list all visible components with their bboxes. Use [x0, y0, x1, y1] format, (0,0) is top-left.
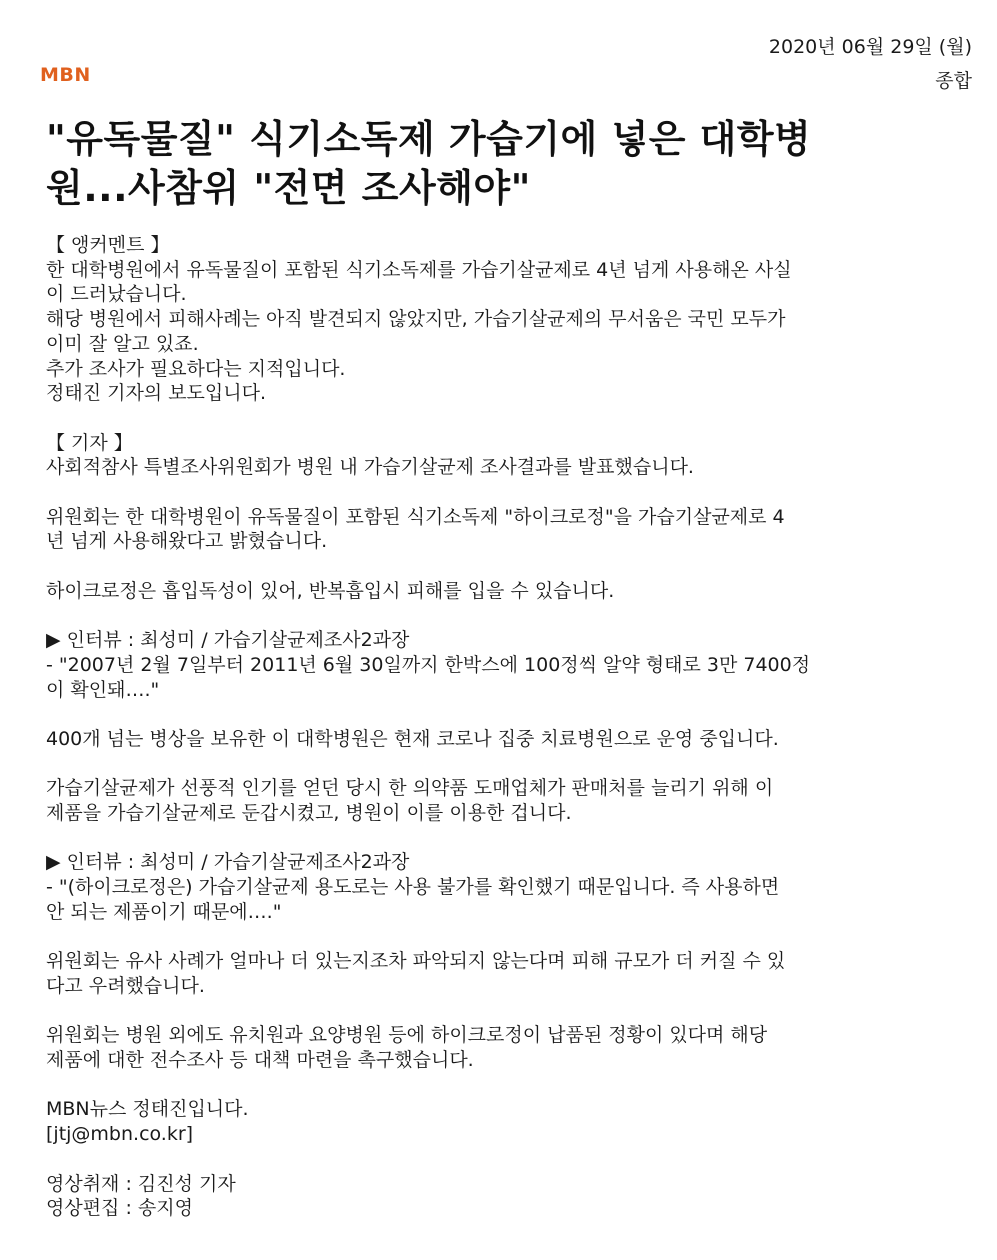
- credit-video: 영상취재 : 김진성 기자: [46, 1172, 236, 1195]
- anchor-line: 추가 조사가 필요하다는 지적입니다.: [46, 357, 346, 380]
- paragraph-4: [46, 727, 966, 752]
- interview-quote-line: - "2007년 2월 7일부터 2011년 6월 30일까지 한박스에 100정씩 알약 형태로 3만 7400정: [46, 653, 811, 676]
- paragraph-line: 하이크로정은 흡입독성이 있어, 반복흡입시 피해를 입을 수 있습니다.: [46, 579, 615, 602]
- interview-quote-line: 안 되는 제품이기 때문에….": [46, 900, 282, 923]
- mbn-logo: MBN: [40, 64, 91, 86]
- anchor-section: [46, 233, 966, 406]
- paragraph-5: [46, 776, 966, 825]
- paragraph-3: [46, 579, 966, 604]
- interview-1: [46, 628, 966, 702]
- paragraph-line: 제품에 대한 전수조사 등 대책 마련을 촉구했습니다.: [46, 1049, 474, 1072]
- publish-date: 2020년 06월 29일 (월): [768, 36, 972, 58]
- anchor-line: 정태진 기자의 보도입니다.: [46, 382, 267, 405]
- credits-section: [46, 1172, 966, 1221]
- paragraph-7: [46, 1023, 966, 1072]
- paragraph-6: [46, 949, 966, 998]
- paragraph-line: 400개 넘는 병상을 보유한 이 대학병원은 현재 코로나 집중 치료병원으로 운영 중입니다.: [46, 727, 779, 750]
- paragraph-line: 가습기살균제가 선풍적 인기를 얻던 당시 한 의약품 도매업체가 판매처를 늘리기 위해 이: [46, 777, 774, 800]
- reporter-label: 【 기자 】: [46, 431, 133, 454]
- signoff: MBN뉴스 정태진입니다.: [46, 1098, 249, 1121]
- interview-quote-line: 이 확인돼….": [46, 678, 160, 701]
- article-body: [46, 233, 966, 1221]
- headline-line-2: 원...사참위 "전면 조사해야": [46, 166, 531, 210]
- headline: [46, 115, 966, 213]
- signoff-section: [46, 1097, 966, 1146]
- paragraph-line: 사회적참사 특별조사위원회가 병원 내 가습기살균제 조사결과를 발표했습니다.: [46, 456, 694, 479]
- paragraph-line: 년 넘게 사용해왔다고 밝혔습니다.: [46, 530, 328, 553]
- anchor-line: 한 대학병원에서 유독물질이 포함된 식기소독제를 가습기살균제로 4년 넘게 사용해온 사실: [46, 258, 792, 281]
- paragraph-line: 위원회는 유사 사례가 얼마나 더 있는지조차 파악되지 않는다며 피해 규모가 더 커질 수 있: [46, 950, 786, 973]
- interview-2: [46, 850, 966, 924]
- section-label: 종합: [935, 70, 972, 92]
- reporter-section: [46, 431, 966, 480]
- paragraph-line: 위원회는 병원 외에도 유치원과 요양병원 등에 하이크로정이 납품된 정황이 있다며 해당: [46, 1024, 768, 1047]
- reporter-email: [jtj@mbn.co.kr]: [46, 1123, 194, 1146]
- interview-label: ▶ 인터뷰 : 최성미 / 가습기살균제조사2과장: [46, 851, 410, 874]
- interview-label: ▶ 인터뷰 : 최성미 / 가습기살균제조사2과장: [46, 629, 410, 652]
- anchor-label: 【 앵커멘트 】: [46, 234, 170, 256]
- paragraph-line: 위원회는 한 대학병원이 유독물질이 포함된 식기소독제 "하이크로정"을 가습기살균제로 4: [46, 505, 785, 528]
- anchor-line: 이 드러났습니다.: [46, 283, 187, 306]
- paragraph-line: 제품을 가습기살균제로 둔갑시켰고, 병원이 이를 이용한 겁니다.: [46, 802, 572, 825]
- paragraph-line: 다고 우려했습니다.: [46, 974, 205, 997]
- interview-quote-line: - "(하이크로정은) 가습기살균제 용도로는 사용 불가를 확인했기 때문입니다. 즉 사용하면: [46, 876, 780, 899]
- anchor-line: 해당 병원에서 피해사례는 아직 발견되지 않았지만, 가습기살균제의 무서움은 국민 모두가: [46, 308, 786, 331]
- anchor-line: 이미 잘 알고 있죠.: [46, 332, 199, 355]
- credit-edit: 영상편집 : 송지영: [46, 1197, 193, 1220]
- paragraph-2: [46, 505, 966, 554]
- headline-line-1: "유독물질" 식기소독제 가습기에 넣은 대학병: [46, 117, 812, 161]
